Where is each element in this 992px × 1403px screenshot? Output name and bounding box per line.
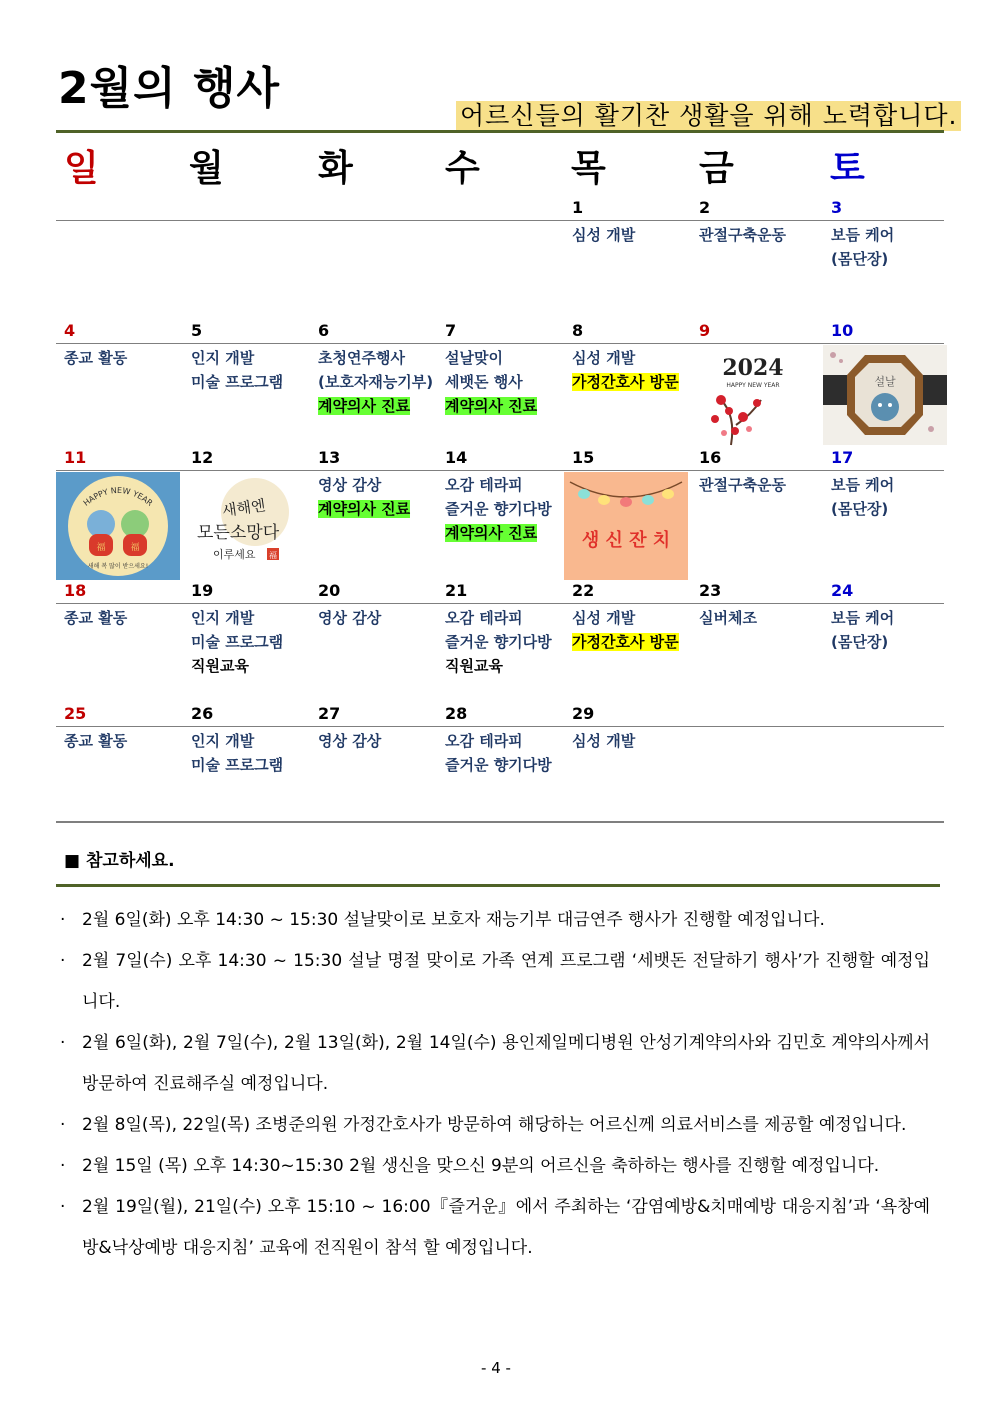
badge-bag-left: 福 [96, 543, 106, 553]
event-text: 오감 테라피 [445, 476, 523, 494]
event-text: (보호자재능기부) [318, 373, 434, 391]
date-number: 18 [64, 581, 87, 600]
date-number: 17 [831, 448, 854, 467]
event-text: 실버체조 [699, 609, 757, 627]
week-date-line [56, 603, 944, 604]
new-year-2024-image [691, 345, 815, 431]
event-item [318, 394, 444, 418]
calligraphy-line-2: 모든소망다 [197, 523, 280, 543]
date-number: 22 [572, 581, 595, 600]
event-text: 인지 개발 [191, 732, 255, 750]
weekday-0: 일 [64, 148, 99, 189]
event-item [445, 630, 571, 654]
event-text: 관절구축운동 [699, 476, 786, 494]
day-events [445, 606, 571, 678]
event-item [64, 606, 190, 630]
page-title: 2월의 행사 [58, 63, 280, 114]
hny-caption: HAPPY NEW YEAR [726, 382, 780, 389]
day-events [191, 729, 317, 777]
weekday-6: 토 [830, 148, 865, 189]
birthday-party-image [564, 472, 688, 564]
day-events [318, 473, 444, 521]
event-item [572, 346, 698, 370]
event-text: 심성 개발 [572, 349, 636, 367]
event-item [318, 606, 444, 630]
day-events [64, 606, 190, 630]
badge-title: HAPPY NEW YEAR [81, 485, 155, 508]
event-text: 미술 프로그램 [191, 633, 284, 651]
note-item: · 2월 7일(수) 오후 14:30 ~ 15:30 설날 명절 맞이로 가족 연계 프로그램 ‘세뱃돈 전달하기 행사’가 진행할 예정입니다. [60, 941, 930, 1023]
seollal-image [823, 345, 947, 431]
calendar-week [56, 196, 944, 319]
event-text: 즐거운 향기다방 [445, 756, 552, 774]
date-number: 26 [191, 704, 214, 723]
event-item [191, 346, 317, 370]
date-number: 28 [445, 704, 468, 723]
event-text: 계약의사 진료 [445, 397, 538, 415]
year-text: 2024 [722, 355, 784, 381]
event-item [572, 729, 698, 753]
event-item [572, 370, 698, 394]
event-text: (몸단장) [831, 250, 889, 268]
week-date-line [56, 220, 944, 221]
event-text: 심성 개발 [572, 609, 636, 627]
event-text: (몸단장) [831, 633, 889, 651]
event-item [318, 729, 444, 753]
event-item [445, 497, 571, 521]
event-text: 직원교육 [191, 657, 249, 675]
event-item [572, 223, 698, 247]
date-number: 29 [572, 704, 595, 723]
date-number: 6 [318, 321, 330, 340]
day-events [64, 346, 190, 370]
event-item [445, 729, 571, 753]
happy-new-year-badge-image [56, 472, 180, 570]
event-text: 설날맞이 [445, 349, 503, 367]
weekday-5: 금 [699, 148, 734, 189]
date-number: 7 [445, 321, 457, 340]
seollal-text: 설날 [874, 375, 896, 388]
event-item [445, 346, 571, 370]
event-item [572, 606, 698, 630]
day-events [572, 223, 698, 247]
day-events [831, 223, 957, 271]
day-events [445, 729, 571, 777]
event-text: 종교 활동 [64, 609, 128, 627]
event-item [191, 753, 317, 777]
date-number: 3 [831, 198, 843, 217]
weekday-1: 월 [189, 148, 224, 189]
date-number: 27 [318, 704, 341, 723]
weekday-header [56, 140, 944, 192]
event-text: 보듬 케어 [831, 226, 895, 244]
event-item [64, 346, 190, 370]
event-text: 미술 프로그램 [191, 756, 284, 774]
badge-bag-right: 福 [130, 543, 140, 553]
date-number: 15 [572, 448, 595, 467]
week-date-line [56, 343, 944, 344]
event-item [445, 654, 571, 678]
event-item [831, 223, 957, 247]
event-text: 인지 개발 [191, 349, 255, 367]
date-number: 4 [64, 321, 76, 340]
date-number: 20 [318, 581, 341, 600]
week-date-line [56, 726, 944, 727]
calligraphy-seal: 福 [269, 551, 277, 560]
event-item [445, 473, 571, 497]
date-number: 16 [699, 448, 722, 467]
day-events [191, 606, 317, 678]
event-item [699, 223, 825, 247]
event-item [445, 370, 571, 394]
date-number: 23 [699, 581, 722, 600]
calligraphy-image [183, 472, 307, 564]
day-events [699, 473, 825, 497]
date-number: 21 [445, 581, 468, 600]
calligraphy-line-3: 이루세요 [213, 548, 256, 561]
title-divider [56, 130, 944, 133]
event-text: 심성 개발 [572, 226, 636, 244]
event-text: 계약의사 진료 [318, 397, 411, 415]
day-events [318, 729, 444, 753]
event-item [831, 606, 957, 630]
note-item: · 2월 6일(화) 오후 14:30 ~ 15:30 설날맞이로 보호자 재능기부 대금연주 행사가 진행할 예정입니다. [60, 900, 930, 941]
day-events [699, 223, 825, 247]
event-item [318, 370, 444, 394]
event-text: 오감 테라피 [445, 609, 523, 627]
event-text: 미술 프로그램 [191, 373, 284, 391]
date-number: 2 [699, 198, 711, 217]
event-text: 보듬 케어 [831, 476, 895, 494]
calligraphy-line-1: 새해엔 [221, 496, 267, 520]
birthday-party-text: 생 신 잔 치 [581, 530, 671, 551]
week-date-line [56, 470, 944, 471]
note-item: · 2월 6일(화), 2월 7일(수), 2월 13일(화), 2월 14일(수) 용인제일메디병원 안성기계약의사와 김민호 계약의사께서 방문하여 진료해주실 예정입니다. [60, 1023, 930, 1105]
event-item [445, 521, 571, 545]
event-item [831, 247, 957, 271]
event-item [445, 606, 571, 630]
day-events [572, 606, 698, 654]
event-item [191, 606, 317, 630]
event-text: 심성 개발 [572, 732, 636, 750]
page-number: - 4 - [481, 1359, 511, 1377]
event-item [64, 729, 190, 753]
day-events [64, 729, 190, 753]
date-number: 5 [191, 321, 203, 340]
date-number: 9 [699, 321, 711, 340]
event-text: 가정간호사 방문 [572, 633, 679, 651]
date-number: 12 [191, 448, 214, 467]
date-number: 25 [64, 704, 87, 723]
day-events [831, 606, 957, 654]
day-events [191, 346, 317, 394]
event-item [831, 497, 957, 521]
weekday-3: 수 [445, 148, 480, 189]
event-text: 인지 개발 [191, 609, 255, 627]
event-text: 계약의사 진료 [318, 500, 411, 518]
date-number: 13 [318, 448, 341, 467]
page-subtitle: 어르신들의 활기찬 생활을 위해 노력합니다. [456, 101, 961, 131]
event-item [191, 630, 317, 654]
event-item [445, 753, 571, 777]
event-item [318, 473, 444, 497]
weekday-2: 화 [318, 148, 353, 189]
event-text: 즐거운 향기다방 [445, 633, 552, 651]
event-item [191, 729, 317, 753]
day-events [445, 346, 571, 418]
event-text: 직원교육 [445, 657, 503, 675]
event-text: 종교 활동 [64, 349, 128, 367]
notes-divider [56, 884, 940, 887]
day-events [445, 473, 571, 545]
event-text: 가정간호사 방문 [572, 373, 679, 391]
event-item [191, 654, 317, 678]
date-number: 10 [831, 321, 854, 340]
event-item [831, 630, 957, 654]
event-item [699, 473, 825, 497]
event-text: 즐거운 향기다방 [445, 500, 552, 518]
event-text: 보듬 케어 [831, 609, 895, 627]
event-item [191, 370, 317, 394]
calendar-week [56, 702, 944, 822]
note-item: · 2월 8일(목), 22일(목) 조병준의원 가정간호사가 방문하여 해당하는 어르신께 의료서비스를 제공할 예정입니다. [60, 1105, 930, 1146]
date-number: 11 [64, 448, 87, 467]
event-text: 초청연주행사 [318, 349, 405, 367]
weekday-4: 목 [571, 148, 606, 189]
event-text: (몸단장) [831, 500, 889, 518]
date-number: 1 [572, 198, 584, 217]
day-events [572, 729, 698, 753]
calendar-week [56, 579, 944, 702]
event-item [318, 497, 444, 521]
notes-list [60, 900, 930, 1269]
date-number: 24 [831, 581, 854, 600]
day-events [699, 606, 825, 630]
event-text: 오감 테라피 [445, 732, 523, 750]
event-text: 영상 감상 [318, 609, 382, 627]
event-item [318, 346, 444, 370]
badge-bottom-text: 새해 복 많이 받으세요! [87, 563, 149, 570]
day-events [318, 346, 444, 418]
event-text: 영상 감상 [318, 476, 382, 494]
event-item [572, 630, 698, 654]
notes-title: ■ 참고하세요. [64, 851, 175, 871]
event-text: 세뱃돈 행사 [445, 373, 523, 391]
calendar-bottom-line [56, 821, 944, 823]
day-events [318, 606, 444, 630]
event-item [445, 394, 571, 418]
event-text: 영상 감상 [318, 732, 382, 750]
event-text: 종교 활동 [64, 732, 128, 750]
date-number: 19 [191, 581, 214, 600]
event-item [699, 606, 825, 630]
date-number: 8 [572, 321, 584, 340]
note-item: · 2월 15일 (목) 오후 14:30~15:30 2월 생신을 맞으신 9분의 어르신을 축하하는 행사를 진행할 예정입니다. [60, 1146, 930, 1187]
event-text: 계약의사 진료 [445, 524, 538, 542]
note-item: · 2월 19일(월), 21일(수) 오후 15:10 ~ 16:00『즐거운』에서 주최하는 ‘감염예방&치매예방 대응지침’과 ‘욕창예방&낙상예방 대응지침’ 교육에 전직원이 참석 할 예정입니다. [60, 1187, 930, 1269]
event-item [831, 473, 957, 497]
day-events [831, 473, 957, 521]
event-text: 관절구축운동 [699, 226, 786, 244]
date-number: 14 [445, 448, 468, 467]
day-events [572, 346, 698, 394]
